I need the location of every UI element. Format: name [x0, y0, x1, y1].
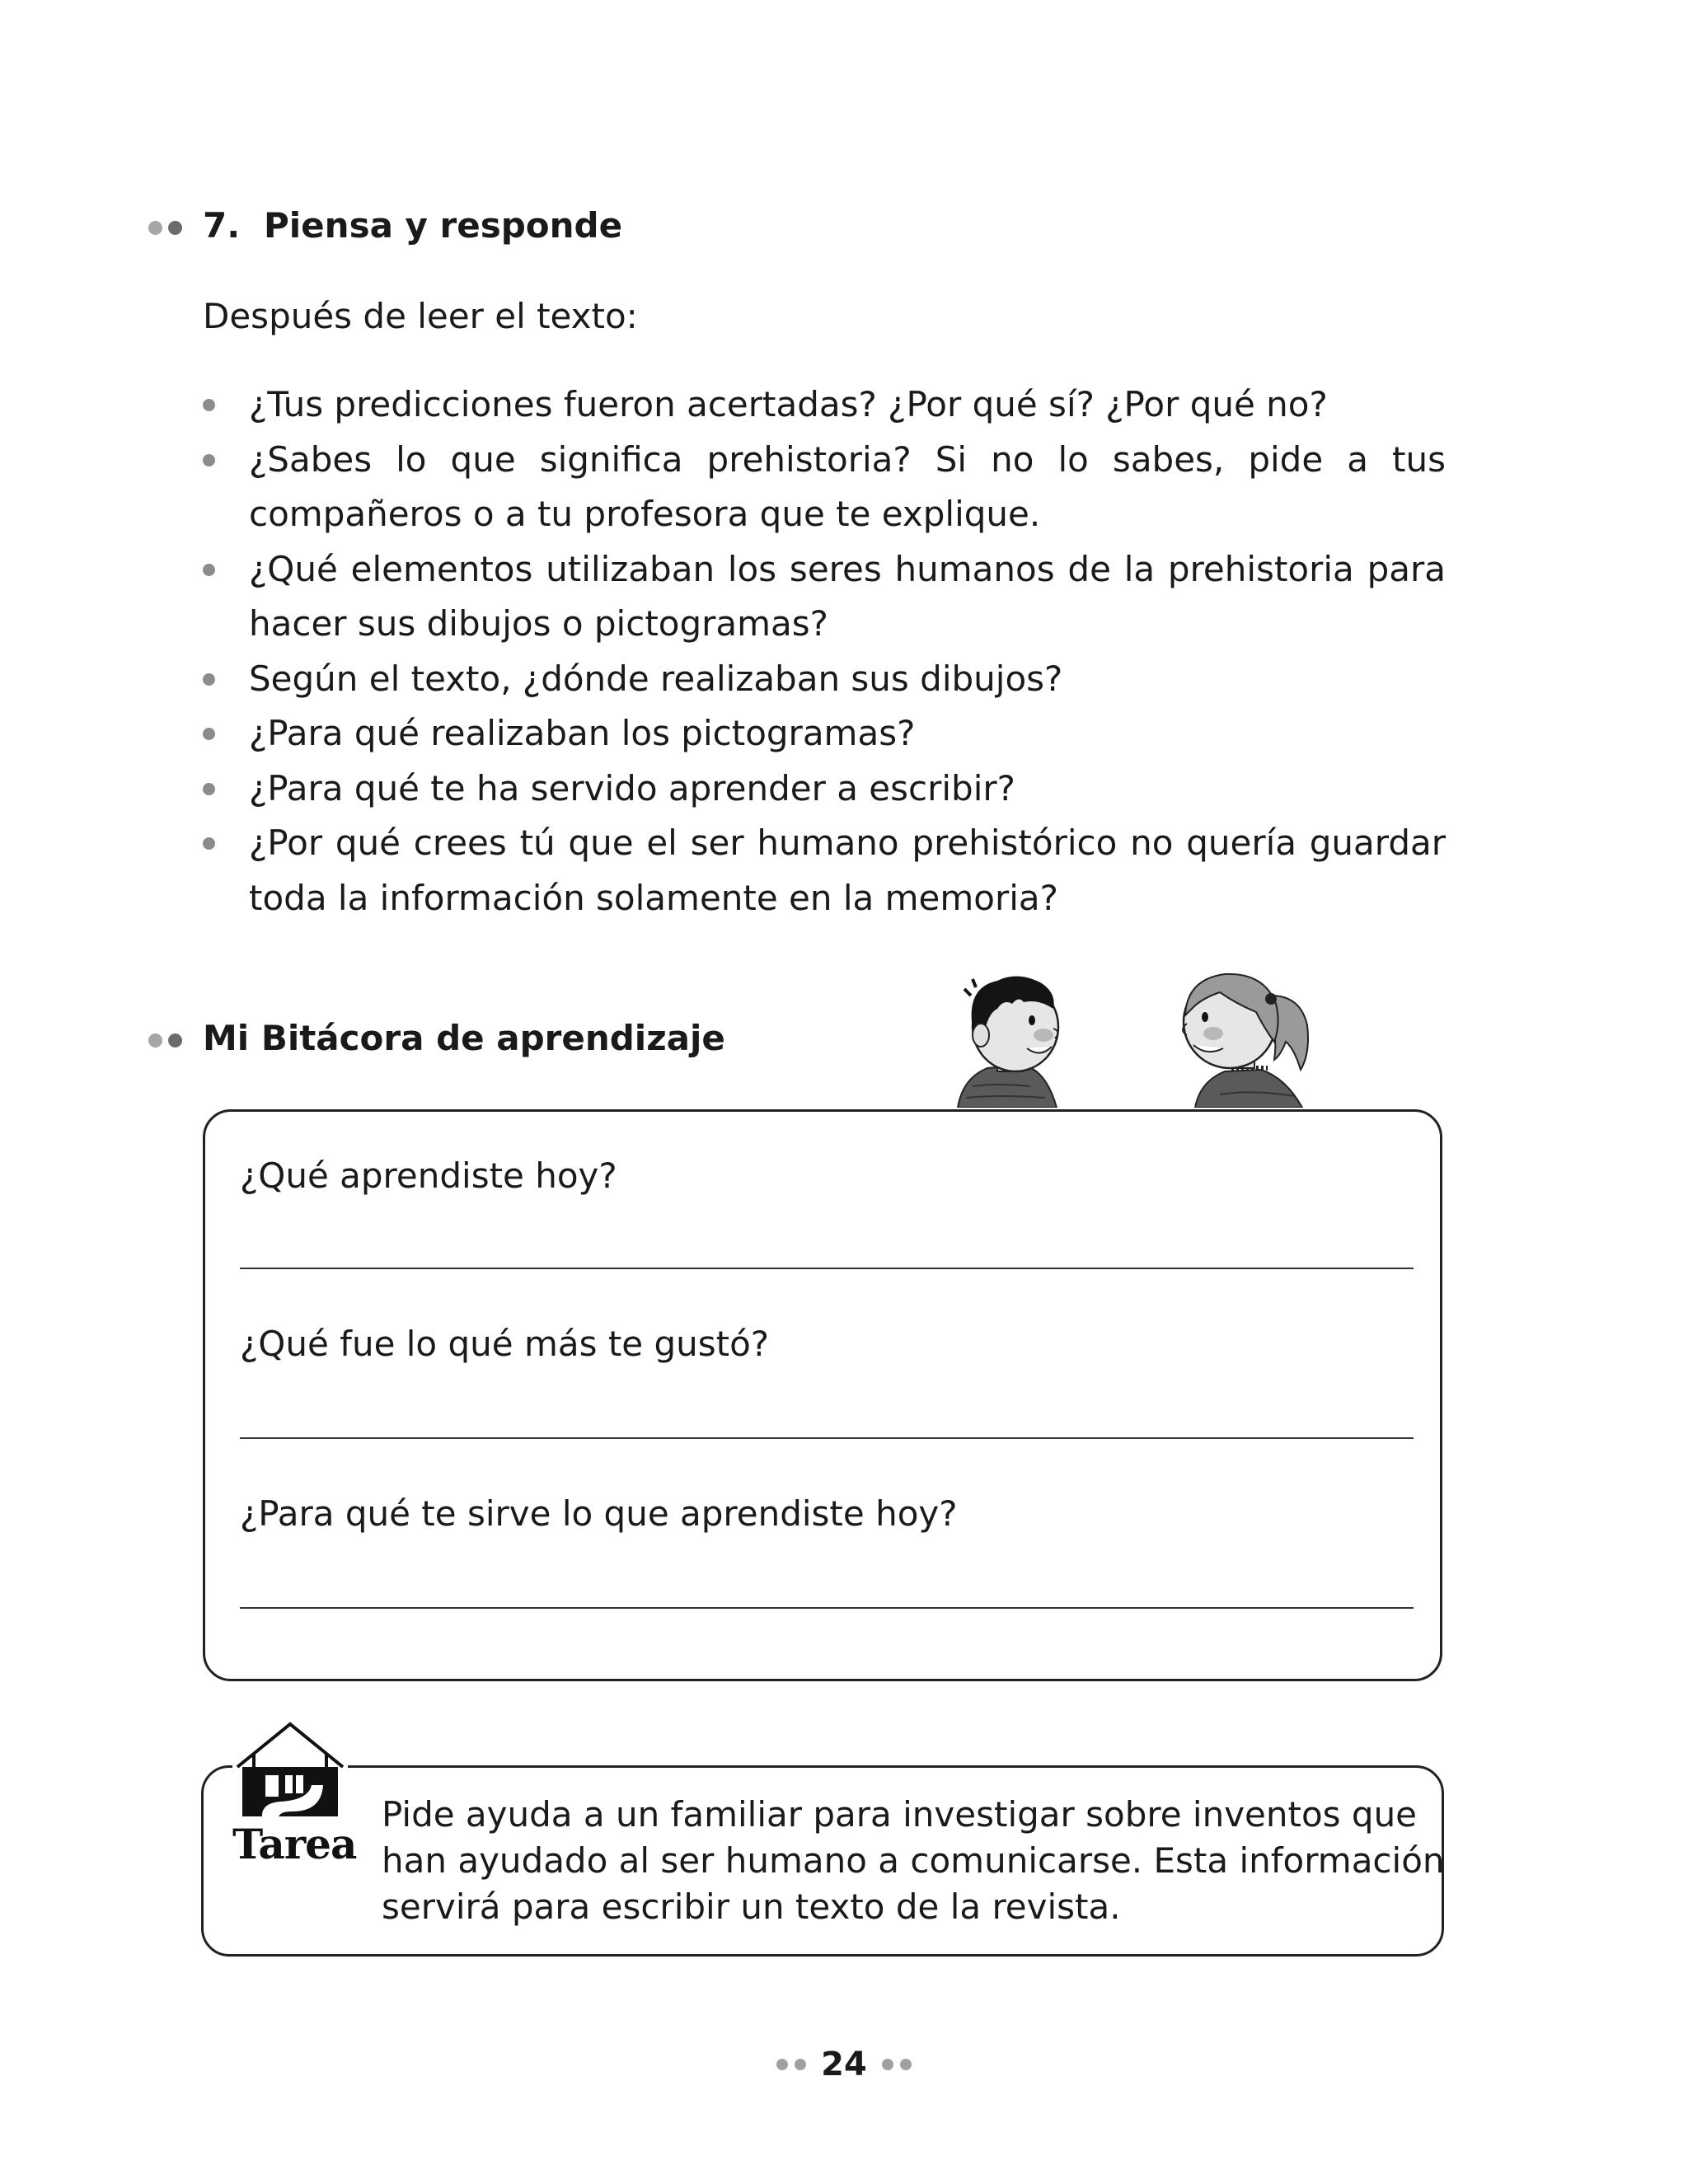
- bullet-dot: [203, 673, 215, 686]
- bullet-dot: [203, 454, 215, 466]
- list-item: ¿Para qué te ha servido aprender a escribir?: [203, 762, 1446, 817]
- tarea-box: [201, 1765, 1444, 1957]
- bullet-dot: [203, 783, 215, 795]
- bullet-dot: [203, 399, 215, 411]
- bullet-dot: [203, 837, 215, 850]
- section-number: 7.: [203, 205, 241, 246]
- section-bullet-dots: [148, 221, 182, 235]
- section-title: Piensa y responde: [264, 205, 623, 246]
- question-list: [203, 377, 1446, 926]
- answer-line[interactable]: [240, 1607, 1414, 1609]
- bitacora-question: ¿Para qué te sirve lo que aprendiste hoy?: [240, 1493, 958, 1534]
- bitacora-title: Mi Bitácora de aprendizaje: [203, 1018, 725, 1058]
- list-item: ¿Por qué crees tú que el ser humano prehistórico no quería guardar toda la información solamente en la memoria?: [203, 816, 1446, 926]
- list-item: ¿Qué elementos utilizaban los seres humanos de la prehistoria para hacer sus dibujos o pictogramas?: [203, 542, 1446, 652]
- house-icon: [232, 1719, 348, 1821]
- footer-dots-right: [882, 2059, 912, 2070]
- page-footer: [0, 2044, 1688, 2085]
- list-item: ¿Tus predicciones fueron acertadas? ¿Por qué sí? ¿Por qué no?: [203, 377, 1446, 433]
- list-item: Según el texto, ¿dónde realizaban sus dibujos?: [203, 652, 1446, 707]
- footer-dots-left: [776, 2059, 806, 2070]
- page-number: 24: [821, 2046, 867, 2083]
- children-illustration: [948, 963, 1343, 1108]
- tarea-label: Tarea: [232, 1820, 357, 1868]
- bitacora-box: [203, 1109, 1442, 1681]
- answer-line[interactable]: [240, 1437, 1414, 1439]
- bullet-dot: [203, 564, 215, 576]
- list-item: ¿Para qué realizaban los pictogramas?: [203, 706, 1446, 762]
- intro-text: Después de leer el texto:: [203, 296, 638, 336]
- bullet-dot: [203, 728, 215, 740]
- section-heading: [203, 204, 622, 247]
- bitacora-question: ¿Qué aprendiste hoy?: [240, 1155, 617, 1196]
- section-bullet-dots: [148, 1033, 182, 1047]
- bitacora-question: ¿Qué fue lo qué más te gustó?: [240, 1324, 770, 1364]
- list-item: ¿Sabes lo que significa prehistoria? Si no lo sabes, pide a tus compañeros o a tu profesora que te explique.: [203, 433, 1446, 542]
- tarea-text: Pide ayuda a un familiar para investigar sobre inventos que han ayudado al ser humano a comunicarse. Esta información servirá para escribir un texto de la revista.: [382, 1794, 1445, 1927]
- answer-line[interactable]: [240, 1268, 1414, 1269]
